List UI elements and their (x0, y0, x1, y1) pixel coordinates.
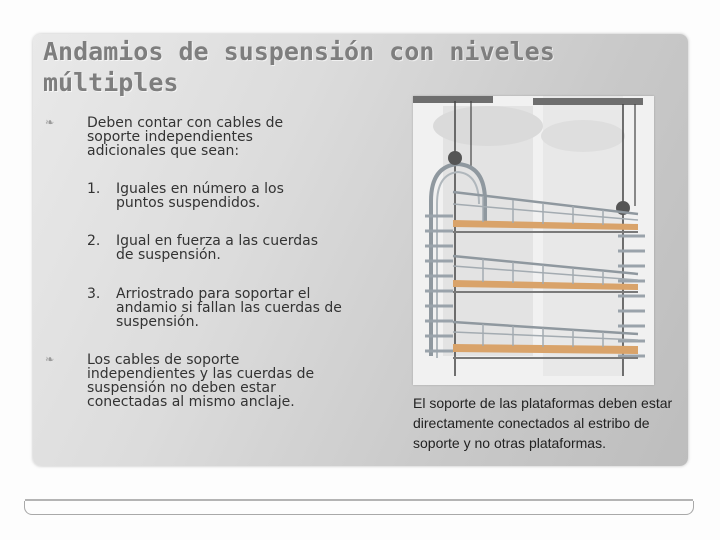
scaffold-illustration (413, 96, 654, 385)
curly-bullet-icon: ❧ (45, 116, 55, 129)
list-number-2: 2. (87, 233, 101, 249)
list-number-3: 3. (87, 286, 101, 302)
list-item-2: Igual en fuerza a las cuerdas de suspensión. (116, 233, 318, 263)
bullet-text-2: Los cables de soporte independientes y las cuerdas de suspensión no deben estar conectadas al mismo anclaje. (87, 352, 315, 410)
bullet-text-1: Deben contar con cables de soporte independientes adicionales que sean: (87, 115, 284, 159)
slide-title: Andamios de suspensión con niveles múltiples (43, 37, 555, 97)
list-number-1: 1. (87, 181, 101, 197)
list-item-3: Arriostrado para soportar el andamio si fallan las cuerdas de suspensión. (116, 286, 342, 330)
curly-bullet-icon: ❧ (45, 353, 55, 366)
image-caption: El soporte de las plataformas deben estar directamente conectados al estribo de soporte y no otras plataformas. (413, 395, 673, 451)
bottom-rule (24, 501, 694, 515)
list-item-1: Iguales en número a los puntos suspendidos. (116, 181, 284, 211)
multi-level-suspension-scaffold-drawing (413, 96, 654, 385)
